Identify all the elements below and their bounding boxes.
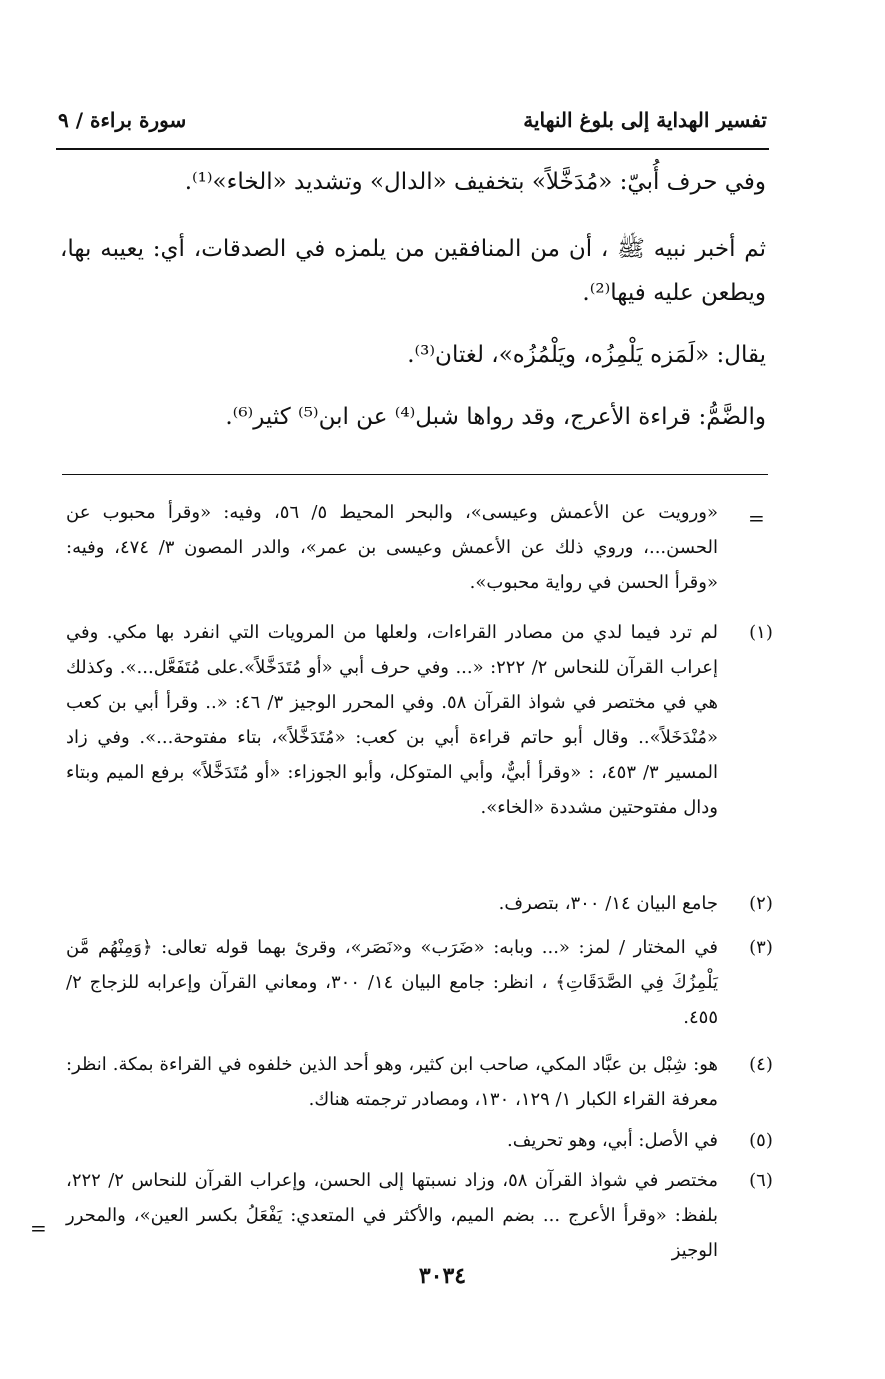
footnote-text: في المختار / لمز: «... وبابه: «ضَرَب» و«نَصَر»، وقرئ بهما قوله تعالى: ﴿وَمِنْهُم مَّن يَلْمِزُكَ فِي الصَّدَقَاتِ﴾ ، انظر: جامع البيان ١٤/ ٣٠٠، ومعاني القرآن وإعرابه للزجاج ٢/ ٤٥٥. xyxy=(66,937,718,1028)
footnote-text: في الأصل: أبي، وهو تحريف. xyxy=(507,1130,718,1151)
footnote-text: جامع البيان ١٤/ ٣٠٠، بتصرف. xyxy=(498,893,718,914)
footnote-number: (٥) xyxy=(749,1130,773,1151)
footnote-rule xyxy=(62,474,768,475)
page-number: ٣٠٣٤ xyxy=(418,1263,467,1289)
footnote-number: (٣) xyxy=(749,937,773,958)
footnote-text: مختصر في شواذ القرآن ٥٨، وزاد نسبتها إلى الحسن، وإعراب القرآن للنحاس ٢/ ٢٢٢، بلفظ: «وقرأ الأعرج ... بضم الميم، والأكثر في المتعدي: يَفْعَلُ بكسر العين»، والمحرر الوجيز xyxy=(66,1170,718,1261)
footnote-number: (٦) xyxy=(749,1170,773,1191)
continuation-mark-bottom: = xyxy=(30,1216,47,1240)
footnote-text: لم ترد فيما لدي من مصادر القراءات، ولعلها من المرويات التي انفرد بها مكي. وفي إعراب القرآن للنحاس ٢/ ٢٢٢: «... وفي حرف أبي «أو مُتَدَخَّلاً».على مُتَفَعَّل...». وكذلك هي في مختصر في شواذ القرآن ٥٨. وفي المحرر الوجيز ٣/ ٤٦: «.. وقرأ أبي بن كعب «مُنْدَخَلاً».. وقال أبو حاتم قراءة أبي بن كعب: «مُتَدَخَّلاً»، بتاء مفتوحة...». وفي زاد المسير ٣/ ٤٥٣، : «وقرأ أبيٌّ، وأبي المتوكل، وأبو الجوزاء: «أو مُتَدَخَّلاً» برفع الميم وبتاء ودال مفتوحتين مشددة «الخاء». xyxy=(66,622,718,818)
paragraph-1: وفي حرف أُبيّ: «مُدَخَّلاً» بتخفيف «الدال» وتشديد «الخاء»⁽¹⁾. xyxy=(184,169,766,195)
footnote-number: (٢) xyxy=(749,893,773,914)
paragraph-2: ثم أخبر نبيه ﷺ ، أن من المنافقين من يلمزه في الصدقات، أي: يعيبه بها، ويطعن عليه فيها⁽²⁾. xyxy=(60,236,766,306)
surah-label: سورة براءة / ٩ xyxy=(58,108,187,132)
paragraph-4: والضَّمُّ: قراءة الأعرج، وقد رواها شبل⁽⁴⁾ عن ابن⁽⁵⁾ كثير⁽⁶⁾. xyxy=(225,404,766,430)
running-header xyxy=(58,102,767,142)
header-rule xyxy=(56,148,769,150)
footnote-number: (٤) xyxy=(749,1054,773,1075)
footnote-text: «ورويت عن الأعمش وعيسى»، والبحر المحيط ٥/ ٥٦، وفيه: «وقرأ محبوب عن الحسن...، وروي ذلك عن الأعمش وعيسى بن عمر»، والدر المصون ٣/ ٤٧٤، وفيه: «وقرأ الحسن في رواية محبوب». xyxy=(66,502,718,593)
paragraph-3: يقال: «لَمَزه يَلْمِزُه، ويَلْمُزُه»، لغتان⁽³⁾. xyxy=(407,342,766,368)
book-title: تفسير الهداية إلى بلوغ النهاية xyxy=(523,108,767,132)
footnote-text: هو: شِبْل بن عبَّاد المكي، صاحب ابن كثير، وهو أحد الذين خلفوه في القراءة بمكة. انظر: معرفة القراء الكبار ١/ ١٢٩، ١٣٠، ومصادر ترجمته هناك. xyxy=(66,1054,718,1110)
footnote-number: (١) xyxy=(749,622,773,643)
continuation-mark-top: = xyxy=(748,506,765,530)
